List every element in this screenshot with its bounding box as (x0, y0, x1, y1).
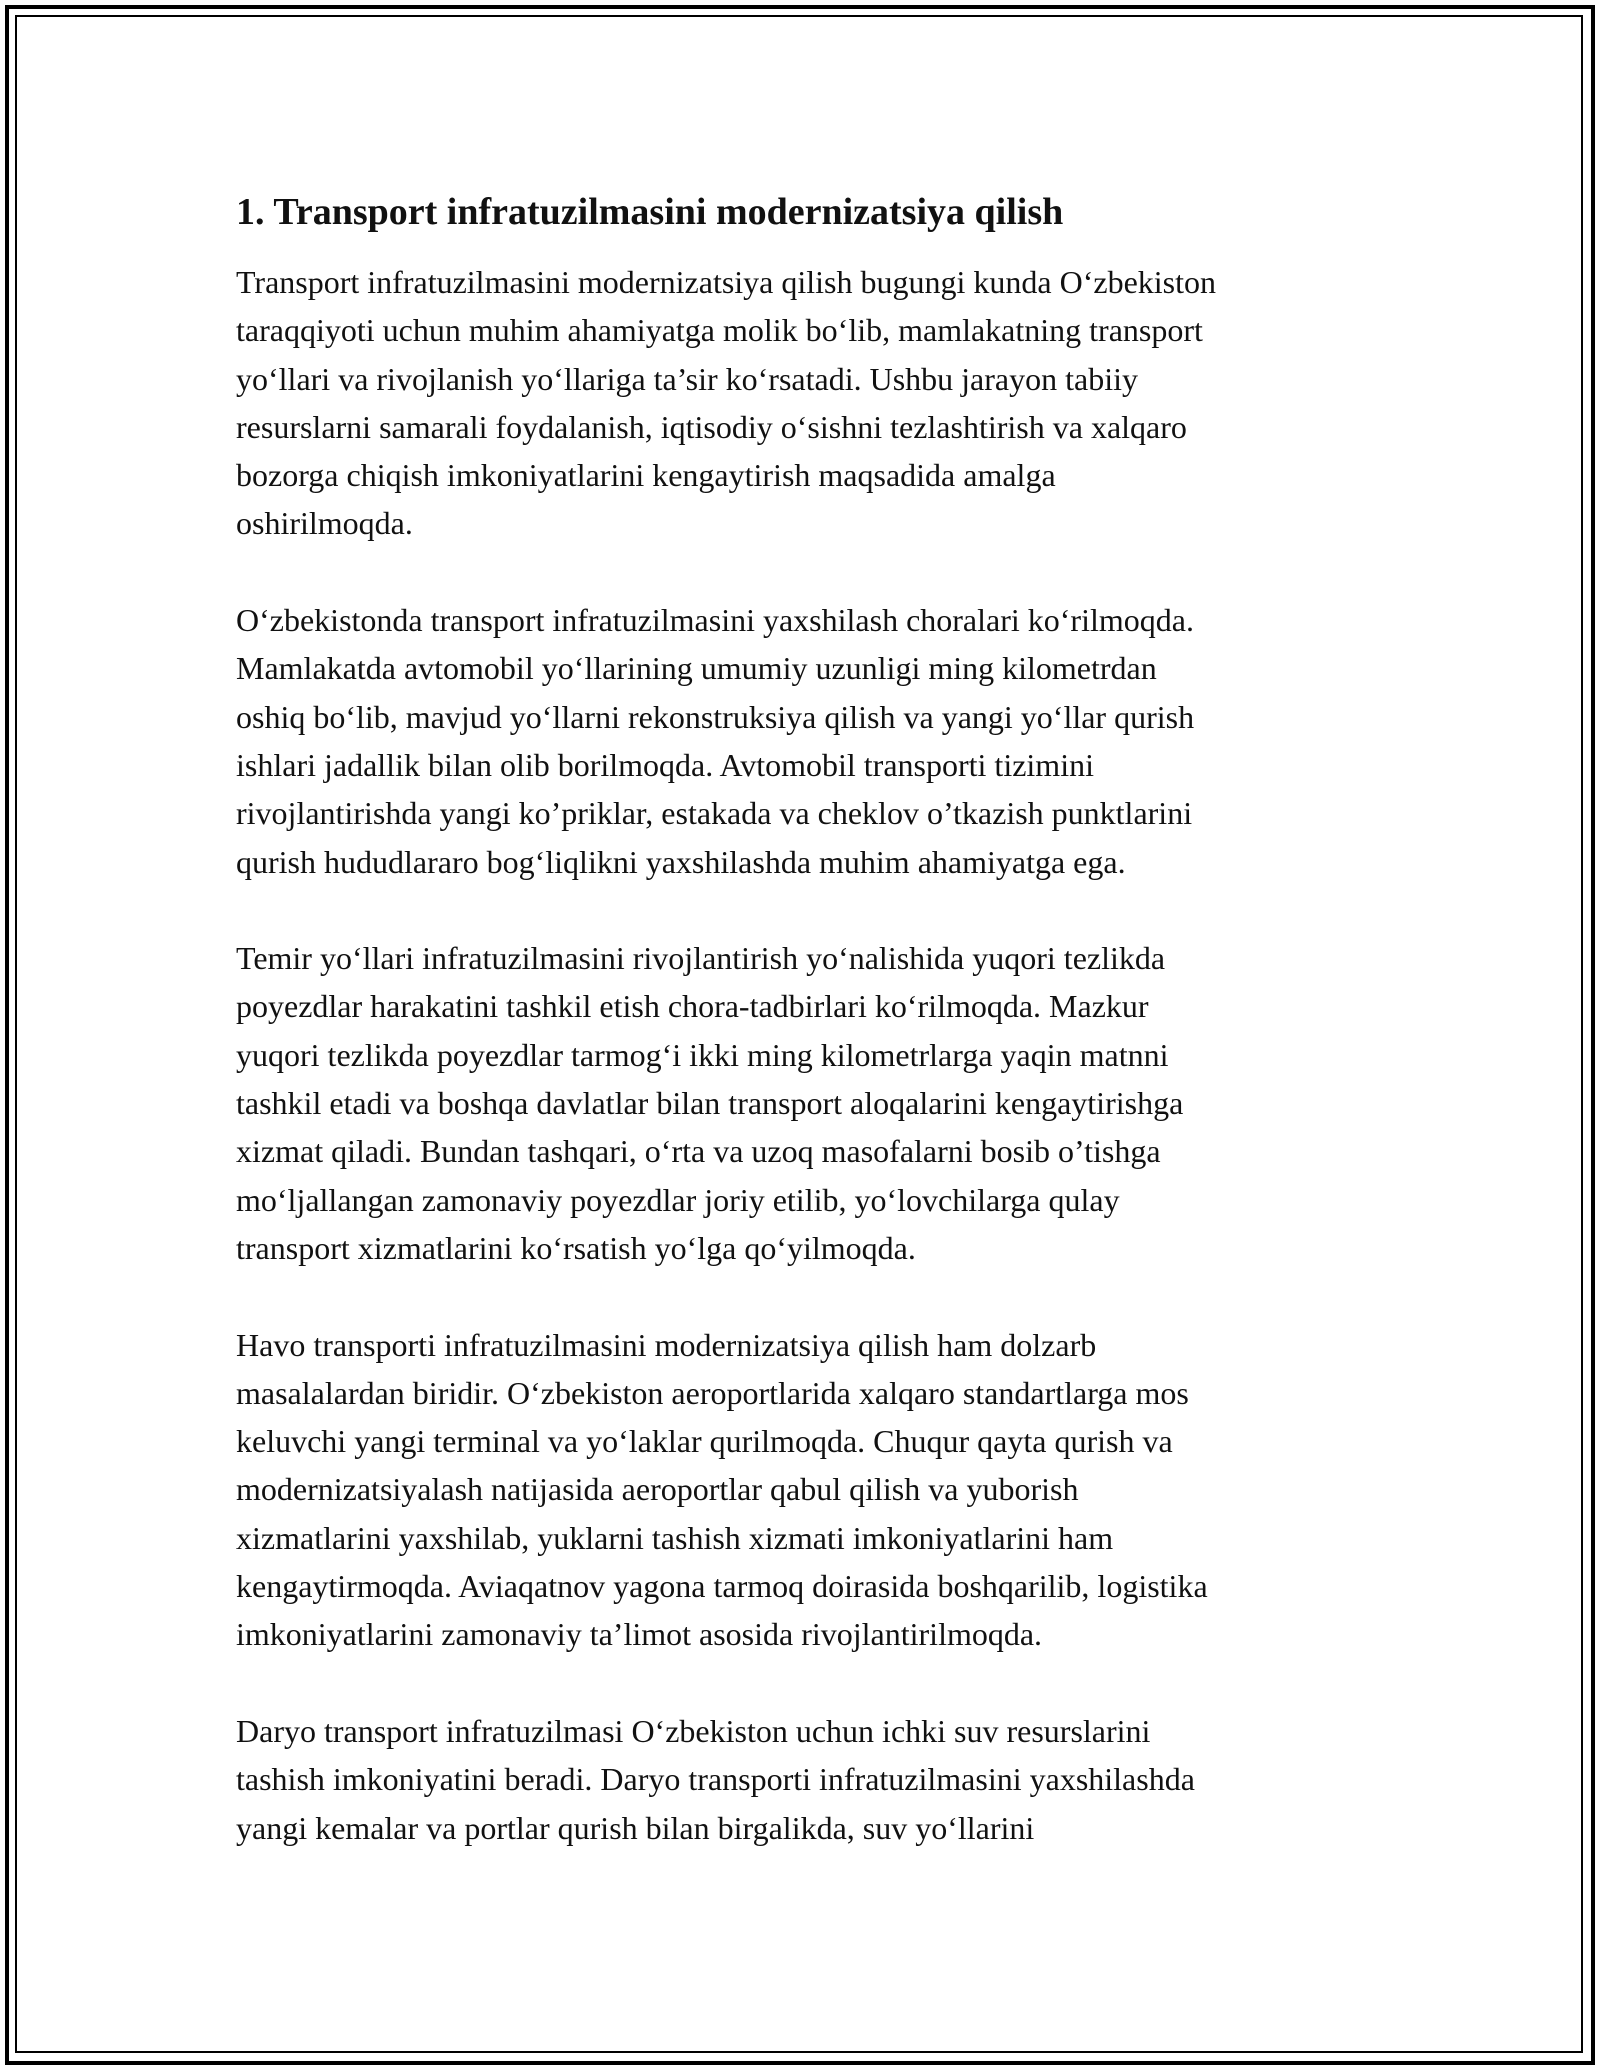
text-line: yo‘llari va rivojlanish yo‘llariga ta’sir ko‘rsatadi. Ushbu jarayon tabiiy (236, 360, 1138, 397)
text-line: Transport infratuzilmasini modernizatsiya qilish bugungi kunda O‘zbekiston (236, 264, 1216, 300)
document-body (236, 186, 1386, 1900)
text-line: tashish imkoniyatini beradi. Daryo transporti infratuzilmasini yaxshilashda (236, 1761, 1195, 1798)
paragraph-river-transport (236, 1707, 1386, 1852)
text-line: Mamlakatda avtomobil yo‘llarining umumiy uzunligi ming kilometrdan (236, 650, 1157, 687)
section-heading: 1. Transport infratuzilmasini modernizatsiya qilish (236, 191, 1064, 233)
text-line: xizmatlarini yaxshilab, yuklarni tashish xizmati imkoniyatlarini ham (236, 1519, 1114, 1556)
text-line: masalalardan biridir. O‘zbekiston aeroportlarida xalqaro standartlarga mos (236, 1374, 1189, 1411)
text-line: yuqori tezlikda poyezdlar tarmog‘i ikki ming kilometrlarga yaqin matnni (236, 1036, 1169, 1073)
paragraph-air-transport (236, 1321, 1386, 1659)
text-line: taraqqiyoti uchun muhim ahamiyatga molik bo‘lib, mamlakatning transport (236, 312, 1203, 349)
text-line: rivojlantirishda yangi ko’priklar, estakada va cheklov o’tkazish punktlarini (236, 795, 1193, 832)
text-line: modernizatsiyalash natijasida aeroportlar qabul qilish va yuborish (236, 1471, 1079, 1508)
text-line: oshiq bo‘lib, mavjud yo‘llarni rekonstruksiya qilish va yangi yo‘llar qurish (236, 698, 1195, 735)
text-line: ishlari jadallik bilan olib borilmoqda. Avtomobil transporti tizimini (236, 746, 1094, 783)
paragraph-road-transport (236, 596, 1386, 886)
text-line: resurslarni samarali foydalanish, iqtisodiy o‘sishni tezlashtirish va xalqaro (236, 408, 1187, 445)
text-line: Temir yo‘llari infratuzilmasini rivojlantirish yo‘nalishida yuqori tezlikda (236, 940, 1166, 977)
text-line: xizmat qiladi. Bundan tashqari, o‘rta va uzoq masofalarni bosib o’tishga (236, 1133, 1161, 1170)
text-line: bozorga chiqish imkoniyatlarini kengaytirish maqsadida amalga (236, 457, 1056, 494)
text-line: Daryo transport infratuzilmasi O‘zbekiston uchun ichki suv resurslarini (236, 1712, 1151, 1749)
text-line: yangi kemalar va portlar qurish bilan birgalikda, suv yo‘llarini (236, 1809, 1035, 1846)
text-line: keluvchi yangi terminal va yo‘laklar qurilmoqda. Chuqur qayta qurish va (236, 1423, 1173, 1460)
text-line: mo‘ljallangan zamonaviy poyezdlar joriy etilib, yo‘lovchilarga qulay (236, 1181, 1120, 1218)
text-line: Havo transporti infratuzilmasini modernizatsiya qilish ham dolzarb (236, 1326, 1097, 1363)
text-line: oshirilmoqda. (236, 505, 413, 542)
text-line: transport xizmatlarini ko‘rsatish yo‘lga qo‘yilmoqda. (236, 1229, 916, 1266)
text-line: O‘zbekistonda transport infratuzilmasini yaxshilash choralari ko‘rilmoqda. (236, 602, 1194, 639)
text-line: tashkil etadi va boshqa davlatlar bilan transport aloqalarini kengaytirishga (236, 1085, 1184, 1122)
paragraph-railway (236, 934, 1386, 1272)
text-line: imkoniyatlarini zamonaviy ta’limot asosida rivojlantirilmoqda. (236, 1616, 1043, 1653)
paragraph-intro (236, 258, 1386, 548)
text-line: kengaytirmoqda. Aviaqatnov yagona tarmoq doirasida boshqarilib, logistika (236, 1568, 1208, 1605)
text-line: qurish hududlararo bog‘liqlikni yaxshilashda muhim ahamiyatga ega. (236, 843, 1126, 880)
text-line: poyezdlar harakatini tashkil etish chora-tadbirlari ko‘rilmoqda. Mazkur (236, 988, 1149, 1025)
